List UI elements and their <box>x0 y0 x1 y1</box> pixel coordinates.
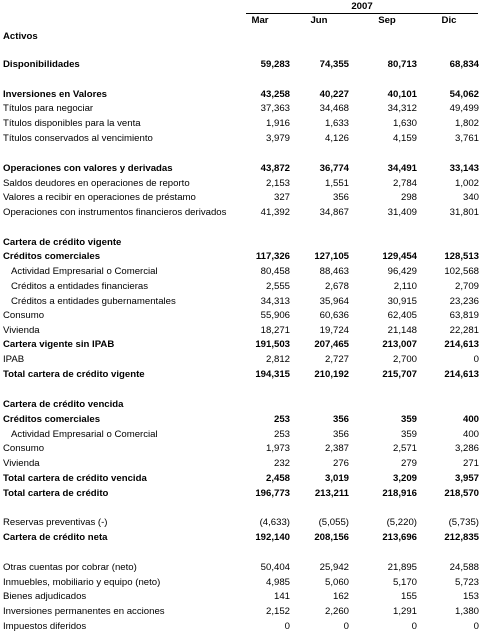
row-value-dic: 68,834 <box>449 59 479 70</box>
row-label: Títulos para negociar <box>3 103 94 114</box>
row-value-mar: 2,812 <box>265 354 290 365</box>
row-value-jun: 34,468 <box>319 103 349 114</box>
table-row <box>0 472 482 486</box>
row-value-mar: 41,392 <box>260 207 290 218</box>
row-value-jun: 213,211 <box>314 488 349 499</box>
table-row <box>0 88 482 102</box>
row-label: Títulos disponibles para la venta <box>3 118 141 129</box>
row-value-sep: 30,915 <box>387 296 417 307</box>
row-label: Créditos a entidades financieras <box>11 281 149 292</box>
row-value-sep: 359 <box>400 414 417 425</box>
row-value-jun: 162 <box>332 591 349 602</box>
row-value-sep: 213,696 <box>382 532 417 543</box>
row-value-sep: 155 <box>400 591 417 602</box>
row-value-dic: 400 <box>462 429 479 440</box>
row-label: Reservas preventivas (-) <box>3 517 108 528</box>
row-value-sep: 2,700 <box>392 354 417 365</box>
row-label: Valores a recibir en operaciones de préstamo <box>3 192 196 203</box>
row-value-sep: 2,571 <box>392 443 417 454</box>
row-value-mar: 43,258 <box>260 89 290 100</box>
table-row <box>0 487 482 501</box>
row-value-dic: 63,819 <box>449 310 479 321</box>
row-value-mar: 2,555 <box>265 281 290 292</box>
row-value-sep: 40,101 <box>387 89 417 100</box>
row-value-mar: 117,326 <box>255 251 290 262</box>
row-value-jun: 34,867 <box>319 207 349 218</box>
row-value-sep: 1,291 <box>392 606 417 617</box>
row-value-mar: 0 <box>284 621 290 632</box>
row-value-jun: 74,355 <box>319 59 349 70</box>
table-row <box>0 457 482 471</box>
row-label: Total cartera de crédito vigente <box>3 369 145 380</box>
row-value-jun: 1,551 <box>324 178 349 189</box>
table-row <box>0 265 482 279</box>
row-value-sep: 21,148 <box>387 325 417 336</box>
row-value-dic: 22,281 <box>449 325 479 336</box>
row-value-sep: 5,170 <box>392 577 417 588</box>
row-value-dic: 271 <box>462 458 479 469</box>
row-value-dic: 153 <box>462 591 479 602</box>
row-value-jun: 36,774 <box>319 163 349 174</box>
row-value-jun: 207,465 <box>314 339 349 350</box>
row-value-jun: 88,463 <box>319 266 349 277</box>
column-header-mar: Mar <box>251 15 269 26</box>
row-value-sep: 2,784 <box>392 178 417 189</box>
row-label: Total cartera de crédito <box>3 488 109 499</box>
row-value-sep: 129,454 <box>382 251 417 262</box>
year-header: 2007 <box>246 1 478 14</box>
row-value-mar: 253 <box>273 414 290 425</box>
table-row <box>0 250 482 264</box>
row-value-jun: 2,727 <box>324 354 349 365</box>
table-row <box>0 398 482 412</box>
row-value-dic: 218,570 <box>444 488 479 499</box>
row-value-dic: 31,801 <box>449 207 479 218</box>
row-label: Activos <box>3 31 38 42</box>
row-value-mar: 43,872 <box>260 163 290 174</box>
table-row <box>0 58 482 72</box>
row-value-dic: 23,236 <box>449 296 479 307</box>
row-value-sep: 96,429 <box>387 266 417 277</box>
row-value-sep: 1,630 <box>392 118 417 129</box>
row-value-mar: 141 <box>273 591 290 602</box>
table-row <box>0 428 482 442</box>
column-header-dic: Dic <box>441 15 457 26</box>
row-value-dic: 49,499 <box>449 103 479 114</box>
row-value-sep: 34,491 <box>387 163 417 174</box>
row-label: IPAB <box>3 354 25 365</box>
row-value-mar: 3,979 <box>265 133 290 144</box>
table-row <box>0 353 482 367</box>
row-value-jun: 276 <box>332 458 349 469</box>
row-label: Actividad Empresarial o Comercial <box>11 429 158 440</box>
table-row <box>0 280 482 294</box>
table-row <box>0 309 482 323</box>
row-value-dic: 3,761 <box>454 133 479 144</box>
row-value-mar: 80,458 <box>260 266 290 277</box>
table-row <box>0 620 482 634</box>
row-label: Disponibilidades <box>3 59 80 70</box>
row-value-dic: 214,613 <box>444 339 479 350</box>
row-value-mar: 55,906 <box>260 310 290 321</box>
table-row <box>0 338 482 352</box>
row-label: Inversiones en Valores <box>3 89 107 100</box>
row-label: Inversiones permanentes en acciones <box>3 606 165 617</box>
table-row <box>0 117 482 131</box>
row-value-mar: 196,773 <box>255 488 290 499</box>
row-value-jun: 60,636 <box>319 310 349 321</box>
row-value-jun: 356 <box>332 414 349 425</box>
row-value-sep: 218,916 <box>382 488 417 499</box>
row-value-jun: 2,260 <box>324 606 349 617</box>
column-header-jun: Jun <box>310 15 328 26</box>
row-value-jun: 0 <box>343 621 349 632</box>
row-value-jun: 35,964 <box>319 296 349 307</box>
row-label: Cartera vigente sin IPAB <box>3 339 115 350</box>
table-row <box>0 236 482 250</box>
row-value-sep: 215,707 <box>382 369 417 380</box>
table-row <box>0 531 482 545</box>
row-value-sep: 213,007 <box>382 339 417 350</box>
row-label: Total cartera de crédito vencida <box>3 473 147 484</box>
row-value-jun: 356 <box>332 192 349 203</box>
row-value-sep: 4,159 <box>392 133 417 144</box>
table-row <box>0 442 482 456</box>
row-value-mar: 2,458 <box>265 473 290 484</box>
row-value-dic: 212,835 <box>444 532 479 543</box>
table-row <box>0 30 482 44</box>
row-value-sep: 2,110 <box>393 281 417 292</box>
row-label: Créditos a entidades gubernamentales <box>11 296 176 307</box>
row-label: Cartera de crédito neta <box>3 532 108 543</box>
column-header-row <box>0 14 482 28</box>
table-row <box>0 368 482 382</box>
row-value-jun: 2,387 <box>324 443 349 454</box>
row-value-sep: 298 <box>400 192 417 203</box>
row-value-dic: 5,723 <box>454 577 479 588</box>
row-value-mar: 1,973 <box>265 443 290 454</box>
row-value-sep: 21,895 <box>387 562 417 573</box>
row-value-dic: 0 <box>473 621 479 632</box>
row-value-sep: 3,209 <box>392 473 417 484</box>
row-label: Inmuebles, mobiliario y equipo (neto) <box>3 577 161 588</box>
row-label: Operaciones con instrumentos financieros derivados <box>3 207 227 218</box>
table-row <box>0 561 482 575</box>
row-value-mar: 2,153 <box>265 178 290 189</box>
row-label: Créditos comerciales <box>3 414 101 425</box>
row-label: Consumo <box>3 443 45 454</box>
row-value-dic: (5,735) <box>448 517 479 528</box>
row-value-mar: 50,404 <box>260 562 290 573</box>
table-row <box>0 191 482 205</box>
row-value-mar: 34,313 <box>260 296 290 307</box>
row-value-dic: 0 <box>473 354 479 365</box>
row-value-jun: 25,942 <box>319 562 349 573</box>
row-value-mar: 191,503 <box>255 339 290 350</box>
row-value-sep: 31,409 <box>387 207 417 218</box>
row-value-dic: 1,002 <box>454 178 479 189</box>
row-value-jun: 3,019 <box>324 473 349 484</box>
table-row <box>0 324 482 338</box>
row-value-dic: 24,588 <box>449 562 479 573</box>
row-value-jun: 1,633 <box>324 118 349 129</box>
row-value-dic: 2,709 <box>454 281 479 292</box>
row-label: Vivienda <box>3 325 40 336</box>
row-value-jun: 40,227 <box>319 89 349 100</box>
table-row <box>0 206 482 220</box>
row-value-sep: 80,713 <box>387 59 417 70</box>
row-label: Vivienda <box>3 458 40 469</box>
row-value-sep: 279 <box>400 458 417 469</box>
row-value-sep: 62,405 <box>387 310 417 321</box>
row-label: Saldos deudores en operaciones de reporto <box>3 178 190 189</box>
row-label: Bienes adjudicados <box>3 591 87 602</box>
row-value-mar: 327 <box>273 192 290 203</box>
row-label: Créditos comerciales <box>3 251 101 262</box>
table-row <box>0 177 482 191</box>
table-row <box>0 132 482 146</box>
row-value-jun: 208,156 <box>314 532 349 543</box>
table-row <box>0 102 482 116</box>
row-value-jun: 356 <box>332 429 349 440</box>
row-value-mar: 59,283 <box>260 59 290 70</box>
row-label: Títulos conservados al vencimiento <box>3 133 153 144</box>
row-value-mar: 37,363 <box>260 103 290 114</box>
table-row <box>0 590 482 604</box>
table-row <box>0 295 482 309</box>
table-row <box>0 162 482 176</box>
row-value-jun: 5,060 <box>324 577 349 588</box>
row-value-mar: 2,152 <box>265 606 290 617</box>
table-row <box>0 576 482 590</box>
row-value-dic: 1,380 <box>454 606 479 617</box>
row-value-jun: 210,192 <box>314 369 349 380</box>
row-value-jun: 127,105 <box>314 251 349 262</box>
row-value-dic: 1,802 <box>454 118 479 129</box>
row-value-dic: 214,613 <box>444 369 479 380</box>
row-label: Otras cuentas por cobrar (neto) <box>3 562 137 573</box>
row-value-dic: 3,286 <box>454 443 479 454</box>
row-label: Consumo <box>3 310 45 321</box>
row-value-jun: 2,678 <box>324 281 349 292</box>
column-header-sep: Sep <box>378 15 396 26</box>
table-row <box>0 605 482 619</box>
row-value-dic: 54,062 <box>449 89 479 100</box>
row-label: Impuestos diferidos <box>3 621 87 632</box>
row-label: Cartera de crédito vigente <box>3 237 122 248</box>
row-value-dic: 340 <box>462 192 479 203</box>
table-row <box>0 516 482 530</box>
row-value-jun: 4,126 <box>324 133 349 144</box>
row-value-sep: 0 <box>411 621 417 632</box>
row-label: Cartera de crédito vencida <box>3 399 124 410</box>
row-value-dic: 128,513 <box>444 251 479 262</box>
row-value-dic: 400 <box>462 414 479 425</box>
row-value-mar: 1,916 <box>265 118 290 129</box>
row-label: Actividad Empresarial o Comercial <box>11 266 158 277</box>
row-value-mar: 4,985 <box>265 577 290 588</box>
row-value-sep: (5,220) <box>386 517 417 528</box>
row-value-jun: (5,055) <box>318 517 349 528</box>
row-value-dic: 3,957 <box>454 473 479 484</box>
row-label: Operaciones con valores y derivadas <box>3 163 173 174</box>
row-value-mar: 232 <box>273 458 290 469</box>
table-row <box>0 413 482 427</box>
row-value-jun: 19,724 <box>319 325 349 336</box>
row-value-dic: 102,568 <box>444 266 479 277</box>
row-value-mar: 18,271 <box>260 325 290 336</box>
row-value-mar: (4,633) <box>259 517 290 528</box>
row-value-sep: 34,312 <box>387 103 417 114</box>
row-value-dic: 33,143 <box>449 163 479 174</box>
row-value-mar: 194,315 <box>255 369 290 380</box>
row-value-sep: 359 <box>400 429 417 440</box>
row-value-mar: 253 <box>273 429 290 440</box>
row-value-mar: 192,140 <box>255 532 290 543</box>
